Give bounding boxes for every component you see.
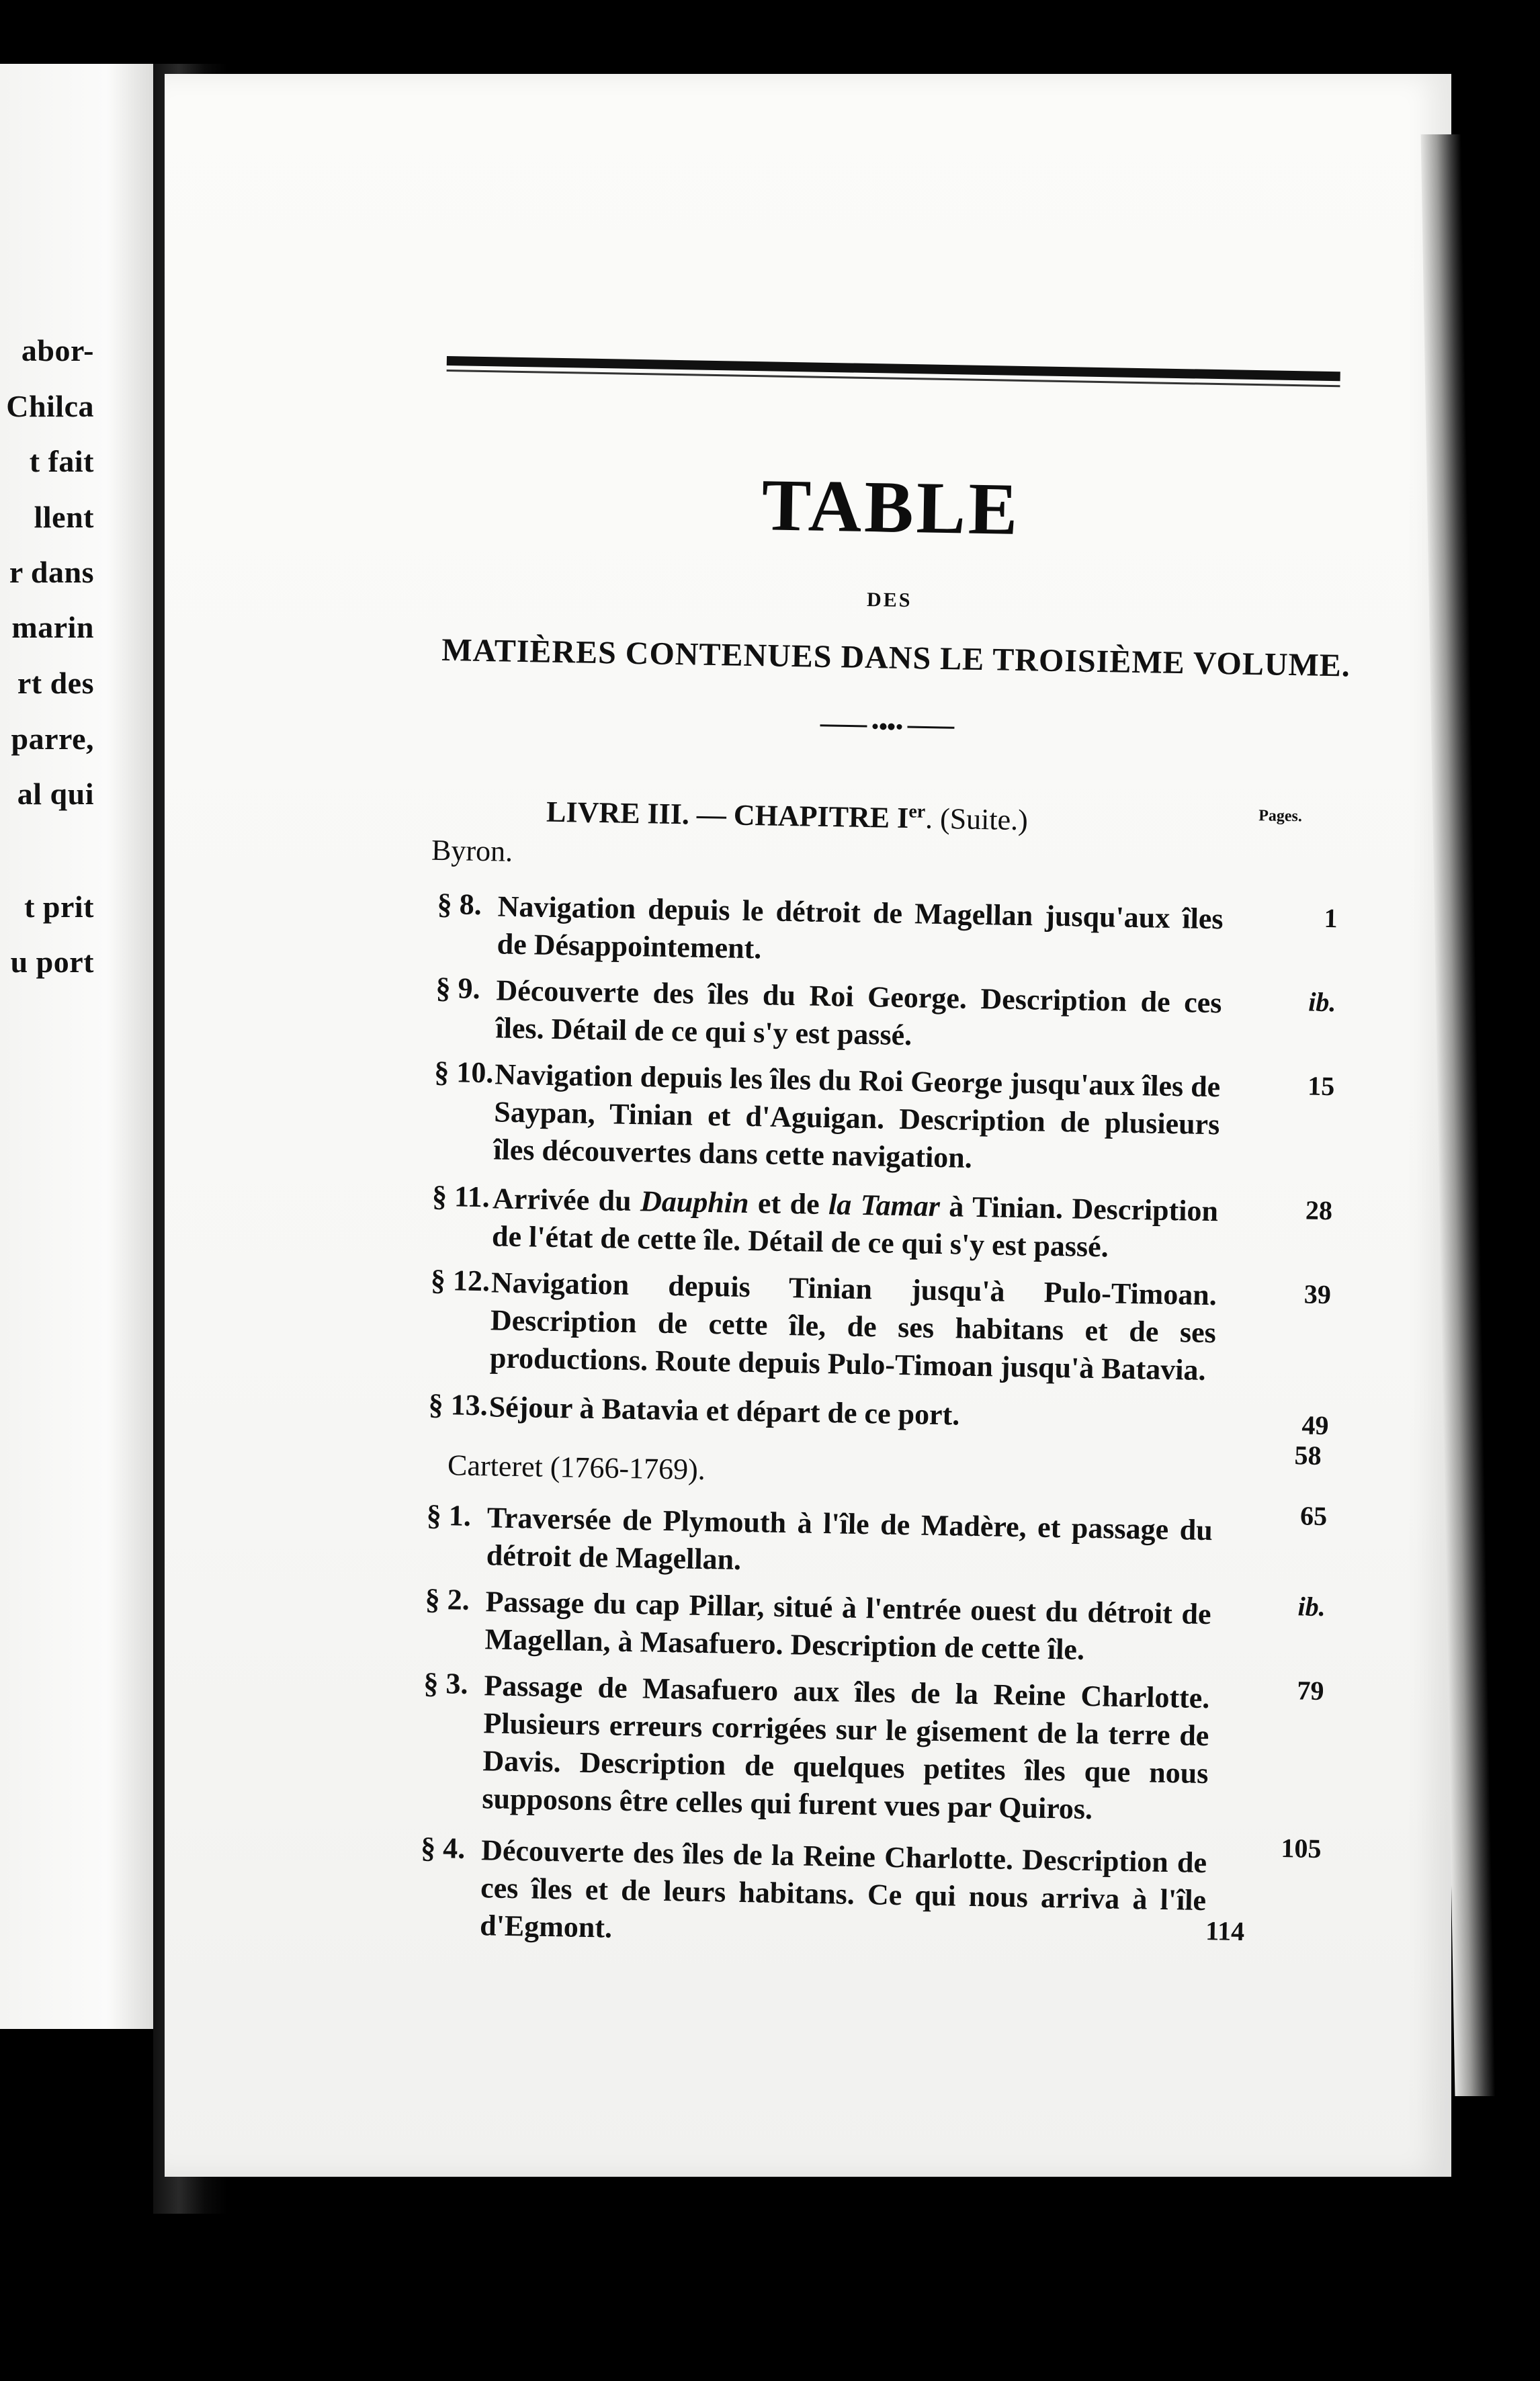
entry-text: Découverte des îles du Roi George. Description de ces îles. Détail de ce qui s'y est passé. <box>495 973 1222 1052</box>
entry-number: § 13. <box>428 1387 488 1422</box>
list-item <box>425 1498 1327 1594</box>
list-item <box>431 1179 1333 1275</box>
left-page-line: u port <box>10 945 94 979</box>
left-page-line: marin <box>11 610 94 644</box>
page-title: TABLE <box>761 464 1021 550</box>
pages-column-label: Pages. <box>1258 807 1303 826</box>
book-heading <box>546 795 1029 838</box>
list-item <box>435 971 1336 1067</box>
section-author: Byron. <box>431 833 513 868</box>
entry-page: 105 <box>1281 1833 1322 1864</box>
title-des: DES <box>866 588 912 612</box>
entry-text <box>492 1180 1219 1268</box>
book-heading-suite: . (Suite.) <box>925 802 1029 837</box>
section-author: Carteret (1766-1769). <box>447 1448 706 1486</box>
entry-number: § 3. <box>423 1666 468 1700</box>
entry-text: Traversée de Plymouth à l'île de Madère, et passage du détroit de Magellan. <box>486 1501 1213 1576</box>
entry-number: § 2. <box>425 1582 470 1616</box>
entry-text: Navigation depuis Tinian jusqu'à Pulo-Timoan. Description de cette île, de ses habitans et de ses productions. Route depuis Pulo-Timoan jusqu'à Batavia. <box>489 1266 1217 1387</box>
entry-page: 28 <box>1305 1195 1333 1226</box>
entry-number: § 10. <box>433 1055 494 1090</box>
page-subtitle: MATIÈRES CONTENUES DANS LE TROISIÈME VOLUME. <box>441 632 1351 684</box>
entry-number: § 11. <box>431 1179 490 1214</box>
entry-text: Navigation depuis les îles du Roi George jusqu'aux îles de Saypan, Tinian et d'Aguigan. Description de plusieurs îles découvertes dans cette navigation. <box>493 1057 1221 1174</box>
entry-page: ib. <box>1297 1591 1326 1622</box>
entry-page: 79 <box>1297 1675 1324 1706</box>
list-item <box>436 887 1338 983</box>
ornament-divider <box>820 719 954 734</box>
entry-text-part: Arrivée du <box>492 1182 641 1218</box>
entry-text: Navigation depuis le détroit de Magellan jusqu'aux îles de Désappointement. <box>497 890 1224 965</box>
list-item <box>433 1055 1335 1191</box>
entry-page: 39 <box>1303 1279 1332 1310</box>
entry-page: ib. <box>1308 986 1336 1018</box>
entry-number: § 12. <box>430 1263 490 1298</box>
entry-page: 15 <box>1307 1070 1335 1102</box>
list-item <box>424 1582 1326 1678</box>
left-page-line: rt des <box>17 666 94 700</box>
left-page-line: Chilca <box>6 389 94 423</box>
left-page-line: t prit <box>24 890 94 924</box>
entry-page: 49 <box>1301 1410 1329 1441</box>
ship-name: la Tamar <box>828 1188 941 1223</box>
left-page-line: abor- <box>21 333 94 367</box>
list-item <box>419 1831 1322 1967</box>
entry-number: § 4. <box>420 1831 466 1865</box>
entry-number: § 1. <box>426 1498 472 1532</box>
entry-text: Passage de Masafuero aux îles de la Reine Charlotte. Plusieurs erreurs corrigées sur le gisement de la terre de Davis. Description de quelques petites îles que nous supposons être celles qui furent vues par Quiros. <box>482 1669 1210 1826</box>
entry-text-part: à Tinian. Description de l'état de cette île. Détail de ce qui s'y est passé. <box>491 1190 1219 1264</box>
entry-number: § 9. <box>435 971 481 1006</box>
left-page-line: parre, <box>11 722 94 756</box>
entry-number: § 8. <box>437 887 482 922</box>
book-heading-text: LIVRE III. — CHAPITRE I <box>546 795 909 835</box>
entry-text: Passage du cap Pillar, situé à l'entrée ouest du détroit de Magellan, à Masafuero. Description de cette île. <box>484 1585 1211 1666</box>
list-item <box>429 1263 1331 1399</box>
left-page-line: al qui <box>17 777 94 811</box>
table-of-contents <box>417 356 1351 2051</box>
entry-text: Séjour à Batavia et départ de ce port. <box>488 1390 960 1432</box>
page <box>165 74 1451 2177</box>
section-author-page: 58 <box>1294 1440 1322 1471</box>
entry-page: 65 <box>1299 1500 1328 1532</box>
entry-page: 1 <box>1324 902 1338 934</box>
entry-text: Découverte des îles de la Reine Charlotte. Description de ces îles et de leurs habitans. Ce qui nous arriva à l'île d'Egmont. <box>479 1833 1207 1944</box>
left-page-line: t fait <box>29 444 94 478</box>
left-page-line: r dans <box>9 555 94 589</box>
left-page-line: llent <box>34 500 94 534</box>
book-heading-sup: er <box>908 801 926 822</box>
list-item <box>421 1666 1324 1843</box>
left-facing-page <box>0 64 153 2029</box>
ship-name: Dauphin <box>640 1184 749 1220</box>
final-page-number: 114 <box>1205 1915 1245 1947</box>
entry-text-part: et de <box>748 1186 829 1221</box>
